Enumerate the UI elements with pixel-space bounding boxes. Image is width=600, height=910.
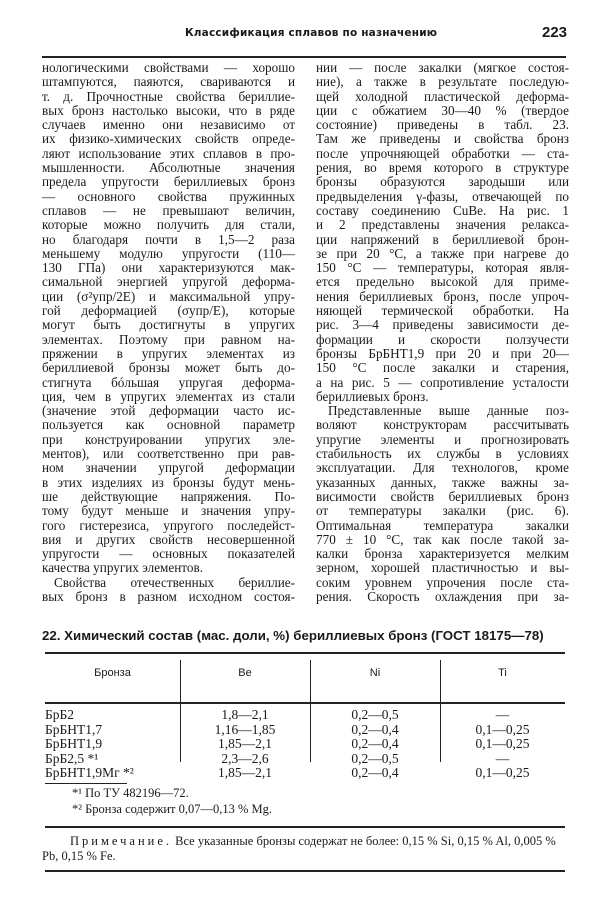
cell-be: 2,3—2,6 <box>221 750 269 766</box>
text-line: качества упругих элементов. <box>42 560 204 576</box>
cell-ni: 0,2—0,5 <box>351 750 399 766</box>
text-line: Свойства отечественных бериллие- <box>54 574 295 590</box>
text-line: случаев именно они независимо от <box>42 117 295 133</box>
footnote-rule <box>45 783 127 784</box>
note-top-rule <box>45 826 565 828</box>
cell-be: 1,85—2,1 <box>218 736 272 751</box>
running-header-title: Классификация сплавов по назначению <box>185 27 438 39</box>
cell-ti: 0,1—0,25 <box>475 765 530 780</box>
text-line: висимости свойств бериллиевых бронз <box>316 488 569 504</box>
page-number: 223 <box>542 24 568 41</box>
text-line: рения. Скорость охлаждения при за- <box>316 588 569 604</box>
text-line: после упрочняющей обработки — ста- <box>316 145 569 161</box>
text-line: ции с обжатием 30—40 % (твердое <box>316 102 569 118</box>
text-line: их физико-химических свойств опреде- <box>42 131 295 147</box>
header-rule <box>42 56 566 58</box>
text-line: няющей термической обработки. На <box>316 303 569 319</box>
text-line: симальной энергией упругой деформа- <box>42 274 295 290</box>
note-text: Все указанные бронзы содержат не более: 0,15 % Si, 0,15 % Al, 0,005 % Pb, 0,15 % Fe. <box>42 834 556 863</box>
text-line: нии — после закалки (мягкое состоя- <box>316 60 569 75</box>
table-header-be: Be <box>238 667 252 679</box>
text-line: ше действующие напряжения. По- <box>42 488 295 504</box>
table-header-bronze: Бронза <box>94 667 131 679</box>
text-line: зерном, хорошей пластичностью и вы- <box>316 560 569 576</box>
text-line: бронзы БрБНТ1,9 при 20 и при 20— <box>316 345 569 361</box>
text-line: элементах. Поэтому при равном на- <box>42 331 295 347</box>
cell-ti: — <box>495 750 510 766</box>
table-header-ti: Ti <box>498 667 507 679</box>
cell-ti: 0,1—0,25 <box>475 736 530 751</box>
text-line: нения бериллиевых бронз, после упроч- <box>316 288 569 304</box>
text-line: — основного свойства пружинных <box>42 188 295 204</box>
text-line: при конструировании упругих эле- <box>42 431 295 447</box>
text-line: вия и других свойств несовершенной <box>42 531 295 547</box>
text-line: ция, чем в упругих элементах из стали <box>42 388 295 404</box>
text-line: эксплуатации. Для технологов, кроме <box>316 460 569 476</box>
table-top-rule <box>45 652 565 654</box>
text-line: рения, во время которого в структуре <box>316 160 569 176</box>
cell-ti: 0,1—0,25 <box>475 721 530 737</box>
text-line: рис. 3—4 приведены зависимости де- <box>316 317 569 333</box>
cell-bronze: БрБНТ1,9 <box>45 736 103 751</box>
text-line: которые можно получить для стали, <box>42 217 295 233</box>
text-line: соким уровнем упрочения после ста- <box>316 574 569 590</box>
table-header-rule <box>45 702 565 704</box>
cell-be: 1,16—1,85 <box>214 721 276 737</box>
text-line: ном значении упругой деформации <box>42 460 295 476</box>
text-line: Там же приведены и свойства бронз <box>316 131 569 147</box>
text-line: ляют использование этих сплавов в про- <box>42 145 295 161</box>
text-line: упругие элементы и прогнозировать <box>316 431 569 447</box>
text-line: и 2 представлены значения релакса- <box>316 217 569 233</box>
text-line: пользуется как основной параметр <box>42 417 295 433</box>
text-line: бронзы образуются зародыши или <box>316 174 569 190</box>
text-line: в этих изделиях из бронзы будут мень- <box>42 474 295 490</box>
text-line: сплавов — не превышают величин, <box>42 202 295 218</box>
cell-bronze: БрБНТ1,9Мг *² <box>45 765 134 780</box>
text-line: вых бронз настолько высоки, что в ряде <box>42 102 295 118</box>
right-text-column <box>316 61 569 604</box>
text-line: 150 °C после закалки и старения, <box>316 360 569 376</box>
text-line: штампуются, паяются, свариваются и <box>42 74 295 90</box>
text-line: могут быть достигнуты в упругих <box>42 317 295 333</box>
text-line: указанных данных, также важны за- <box>316 474 569 490</box>
cell-ni: 0,2—0,5 <box>351 707 399 722</box>
footnote-1: *¹ По ТУ 482196—72. <box>72 786 189 800</box>
text-line: предела упругости бериллиевых бронз <box>42 174 295 190</box>
text-line: но благодаря почти в 1,5—2 раза <box>42 231 295 247</box>
text-line: 770 ± 10 °C, так как после такой за- <box>316 531 569 547</box>
cell-ni: 0,2—0,4 <box>351 765 399 780</box>
text-line: тому будут меньше и значения упру- <box>42 503 295 519</box>
cell-bronze: БрБНТ1,7 <box>45 721 103 737</box>
text-line: бериллиевой бронзы может быть до- <box>42 360 295 376</box>
text-line: ется предельно высокой для приме- <box>316 274 569 290</box>
cell-ti: — <box>495 707 510 722</box>
text-line: ции напряжений в бериллиевой брон- <box>316 231 569 247</box>
text-line: формации и скорости ползучести <box>316 331 569 347</box>
text-line: бериллиевых бронз. <box>316 388 429 404</box>
text-line: ние), а также в результате последую- <box>316 74 569 90</box>
cell-bronze: БрБ2 <box>45 707 75 722</box>
cell-be: 1,8—2,1 <box>221 707 269 722</box>
text-line: гого гистерезиса, упругого последейст- <box>42 517 295 533</box>
text-line: ментов), или соответственно при рав- <box>42 446 295 462</box>
text-line: меньшему модулю упругости (110— <box>42 245 295 261</box>
text-line: 150 °C — температуры, которая явля- <box>316 260 569 276</box>
text-line: мышленности. Абсолютные значения <box>42 160 295 176</box>
text-line: упругости — основных показателей <box>42 546 295 562</box>
cell-bronze: БрБ2,5 *¹ <box>45 750 99 766</box>
text-line: нологическими свойствами — хорошо <box>42 60 295 75</box>
table-note <box>42 834 566 864</box>
cell-ni: 0,2—0,4 <box>351 736 399 751</box>
text-line: щей холодной пластической деформа- <box>316 88 569 104</box>
text-line: (значение этой деформации часто ис- <box>42 403 295 419</box>
text-line: зе при 20 °C, а также при нагреве до <box>316 245 569 261</box>
table-header-ni: Ni <box>369 667 381 679</box>
text-line: Оптимальная температура закалки <box>316 517 569 533</box>
text-line: от температуры закалки (рис. 6). <box>316 503 569 519</box>
note-bottom-rule <box>45 870 565 872</box>
text-line: ции (σ²упр/2E) и максимальной упру- <box>42 288 295 304</box>
text-line: т. д. Прочностные свойства бериллие- <box>42 88 295 104</box>
cell-be: 1,85—2,1 <box>218 765 272 780</box>
text-line: составу соединению CuBe. На рис. 1 <box>316 202 569 218</box>
note-label: Примечание. <box>70 834 173 848</box>
text-line: 130 ГПа) они характеризуются мак- <box>42 260 295 276</box>
text-line: Представленные выше данные поз- <box>328 403 569 419</box>
text-line: стабильность их службы в условиях <box>316 446 569 462</box>
text-line: вых бронз в разном исходном состоя- <box>42 588 295 604</box>
footnote-2: *² Бронза содержит 0,07—0,13 % Mg. <box>72 802 273 816</box>
text-line: а на рис. 5 — сопротивление усталости <box>316 374 569 390</box>
text-line: калки бронза характеризуется мелким <box>316 546 569 562</box>
left-text-column <box>42 61 295 604</box>
text-line: стигнута бóльшая упругая деформа- <box>42 374 295 390</box>
text-line: воляют конструкторам рассчитывать <box>316 417 569 433</box>
text-line: предвыделения γ-фазы, отвечающей по <box>316 188 569 204</box>
text-line: пряжении в упругих элементах из <box>42 345 295 361</box>
table-title: 22. Химический состав (мас. доли, %) бериллиевых бронз (ГОСТ 18175—78) <box>42 628 544 643</box>
cell-ni: 0,2—0,4 <box>351 721 399 737</box>
text-line: гой деформацией (σупр/E), которые <box>42 303 295 319</box>
text-line: состояние) приведены в табл. 23. <box>316 117 569 133</box>
